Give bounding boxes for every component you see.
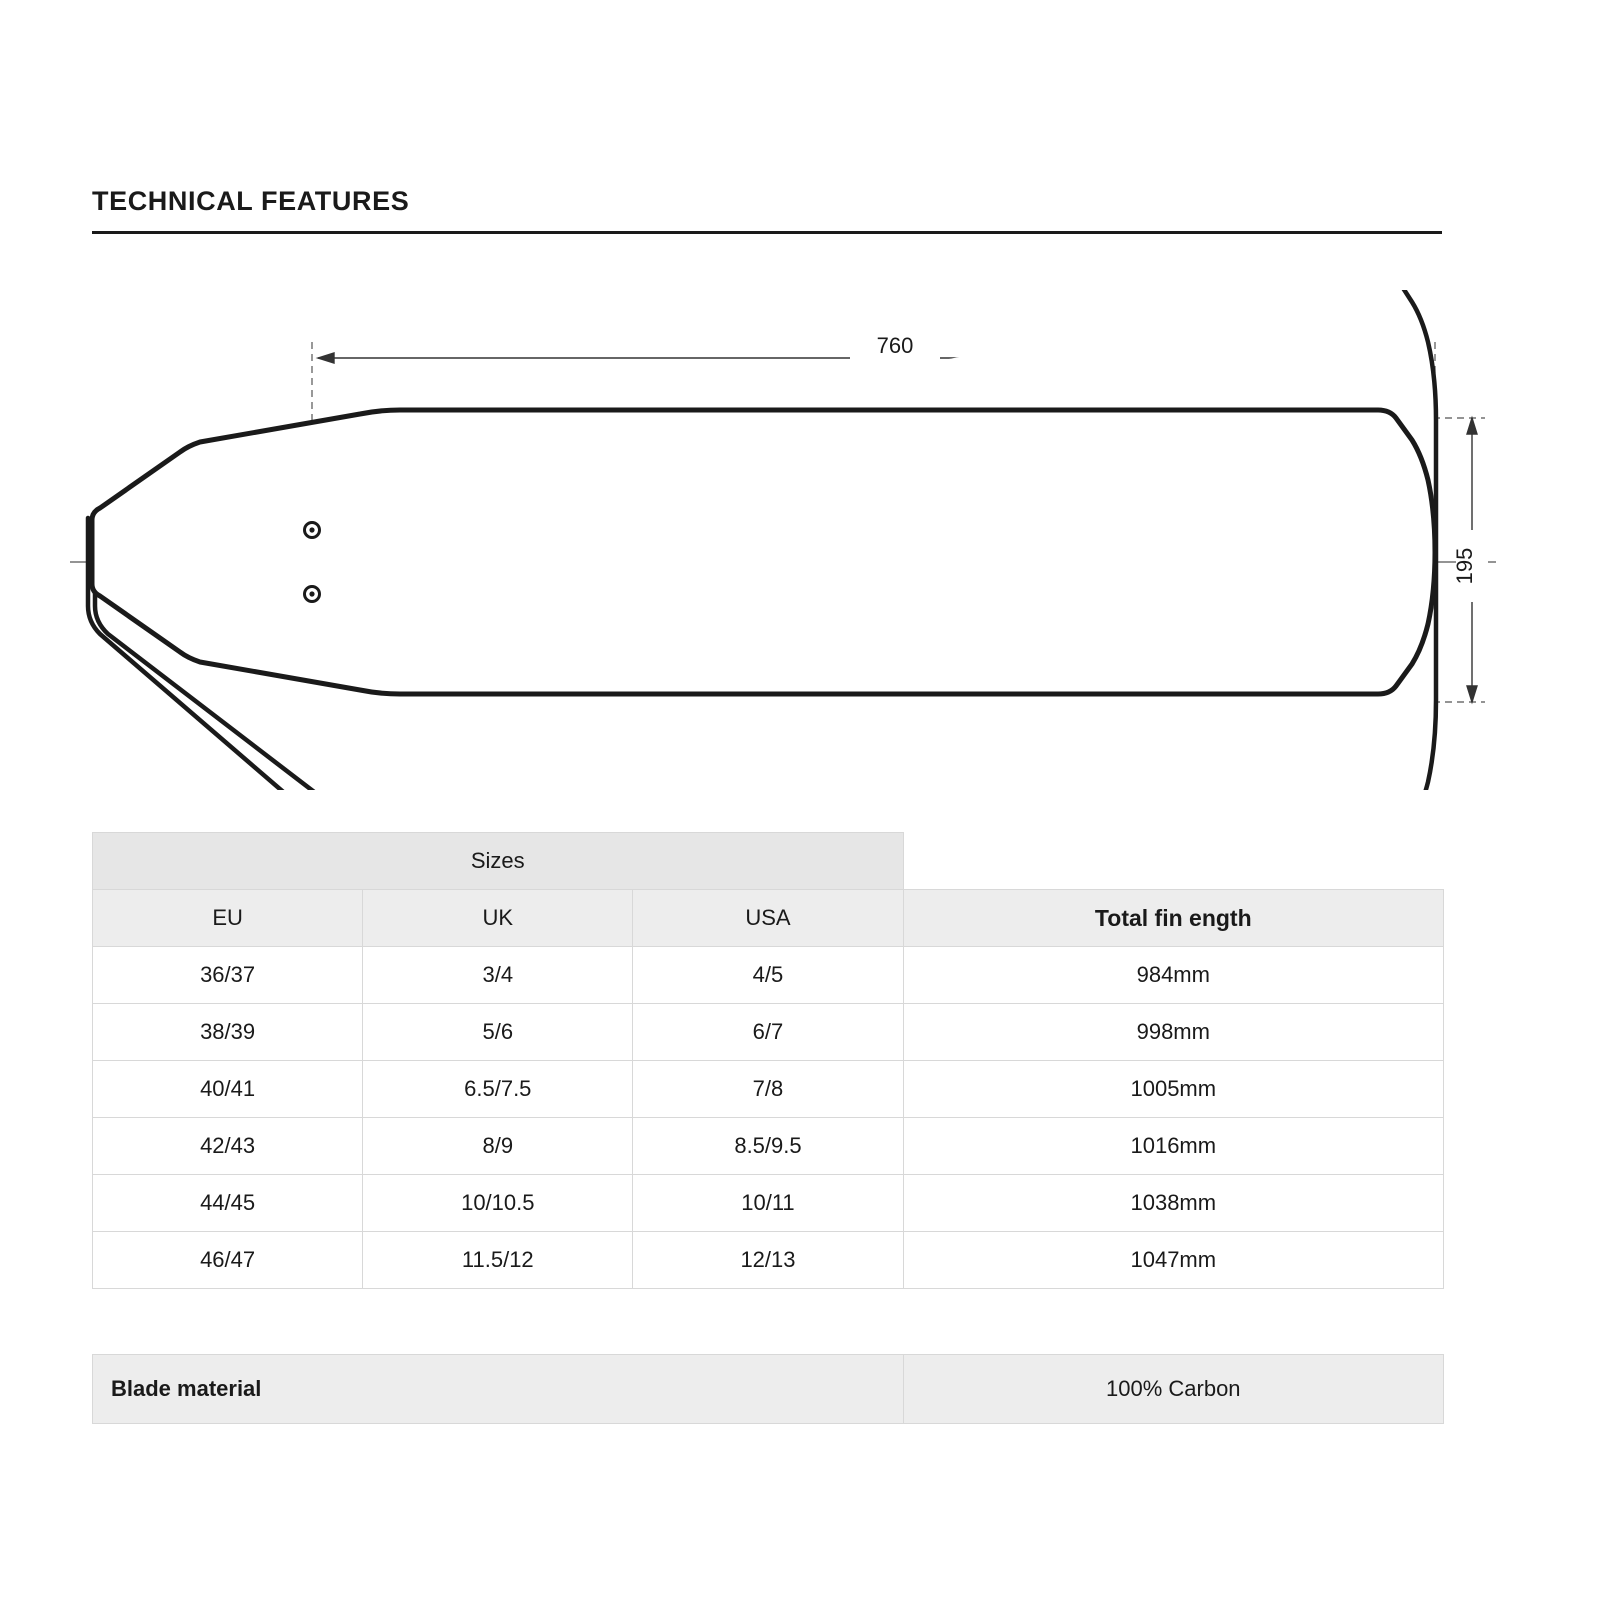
cell-eu: 44/45 xyxy=(93,1175,363,1232)
material-value: 100% Carbon xyxy=(903,1355,1443,1424)
cell-eu: 36/37 xyxy=(93,947,363,1004)
table-row xyxy=(93,1061,1444,1118)
cell-usa: 4/5 xyxy=(633,947,903,1004)
empty-header-cell xyxy=(903,833,1443,890)
blade-outline-shape xyxy=(88,518,360,790)
cell-eu: 38/39 xyxy=(93,1004,363,1061)
material-label: Blade material xyxy=(93,1355,904,1424)
sizes-table-wrap xyxy=(92,832,1444,1289)
fin-blade-diagram xyxy=(60,290,1560,790)
cell-eu: 40/41 xyxy=(93,1061,363,1118)
material-table-wrap xyxy=(92,1354,1444,1424)
cell-uk: 11.5/12 xyxy=(363,1232,633,1289)
cell-eu: 46/47 xyxy=(93,1232,363,1289)
column-header-total-fin-length: Total fin ength xyxy=(903,890,1443,947)
material-table xyxy=(92,1354,1444,1424)
cell-total: 1016mm xyxy=(903,1118,1443,1175)
cell-total: 1047mm xyxy=(903,1232,1443,1289)
cell-eu: 42/43 xyxy=(93,1118,363,1175)
table-row xyxy=(93,1355,1444,1424)
table-row xyxy=(93,1004,1444,1061)
column-header-uk: UK xyxy=(363,890,633,947)
width-dimension-label: 195 xyxy=(1452,547,1477,585)
cell-usa: 6/7 xyxy=(633,1004,903,1061)
cell-uk: 8/9 xyxy=(363,1118,633,1175)
cell-uk: 6.5/7.5 xyxy=(363,1061,633,1118)
table-row xyxy=(93,947,1444,1004)
table-row-column-headers xyxy=(93,890,1444,947)
page-title: TECHNICAL FEATURES xyxy=(92,186,410,216)
column-header-eu: EU xyxy=(93,890,363,947)
cell-total: 998mm xyxy=(903,1004,1443,1061)
sizes-table xyxy=(92,832,1444,1289)
page-header xyxy=(92,186,1442,234)
cell-uk: 3/4 xyxy=(363,947,633,1004)
cell-usa: 8.5/9.5 xyxy=(633,1118,903,1175)
table-row-group-header xyxy=(93,833,1444,890)
cell-usa: 7/8 xyxy=(633,1061,903,1118)
cell-uk: 10/10.5 xyxy=(363,1175,633,1232)
header-divider xyxy=(92,231,1442,234)
table-row xyxy=(93,1232,1444,1289)
cell-usa: 12/13 xyxy=(633,1232,903,1289)
column-header-usa: USA xyxy=(633,890,903,947)
length-dimension-label: 760 xyxy=(876,333,914,358)
cell-usa: 10/11 xyxy=(633,1175,903,1232)
cell-uk: 5/6 xyxy=(363,1004,633,1061)
table-row xyxy=(93,1175,1444,1232)
table-row xyxy=(93,1118,1444,1175)
cell-total: 1005mm xyxy=(903,1061,1443,1118)
cell-total: 984mm xyxy=(903,947,1443,1004)
cell-total: 1038mm xyxy=(903,1175,1443,1232)
sizes-group-header: Sizes xyxy=(93,833,904,890)
